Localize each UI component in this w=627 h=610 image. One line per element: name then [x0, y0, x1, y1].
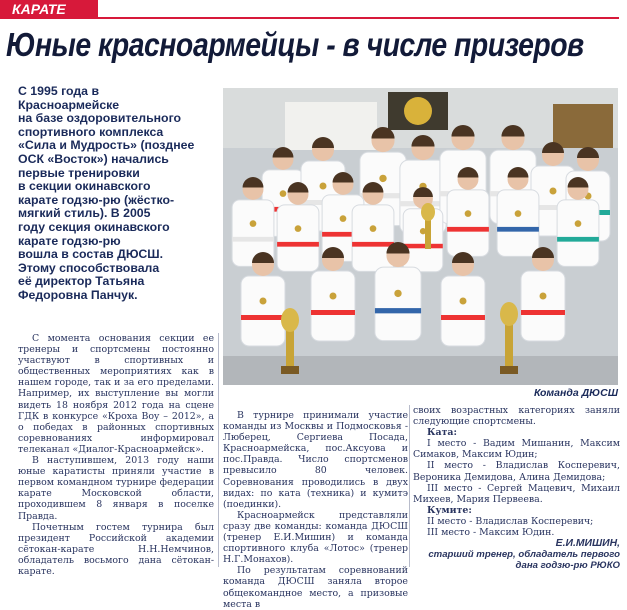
result-line: II место - Владислав Косперевич; [427, 515, 594, 527]
body-paragraph: По результатам соревнований команда ДЮСШ заняла второе общекомандное место, а призовые места в [223, 565, 408, 610]
section-rubric: КАРАТЕ [0, 0, 98, 19]
column-divider [409, 405, 410, 567]
lead-line: карате годзю-рю (жёстко- [18, 192, 175, 207]
lead-line: Федоровна Панчук. [18, 287, 138, 302]
author-signature [413, 538, 620, 571]
team-photo-illustration [223, 88, 618, 385]
body-paragraph: своих возрастных категориях заняли следующие спортсмены. [413, 405, 620, 428]
result-line: I место - Вадим Мишанин, Максим Симаков, Максим Юдин; [413, 438, 620, 461]
article-column-2 [223, 410, 408, 610]
body-paragraph: Почетным гостем турнира был президент Российской академии сётокан-карате Н.Н.Немчинов, обладатель восьмого дана сётокан-карате. [18, 521, 214, 577]
body-paragraph: С момента основания секции ее тренеры и спортсмены постоянно участвуют в спортивных и общественных мероприятиях как в нашем городе, так и за его пределами. Например, их выступление вы могли видеть 18 ноября 2012 года на сцене ГДК в конкурсе «Кроха Boy – 2012», а о победах в районных спортивных соревнованиях информировал телеканал «Диалог-Красноармейск». [18, 333, 214, 455]
kata-heading: Ката: [427, 427, 457, 439]
column-divider [218, 333, 219, 567]
article-headline: Юные красноармейцы - в числе призеров [6, 26, 584, 63]
article-column-3 [413, 405, 620, 571]
lead-line: ОСК «Восток») начались [18, 151, 169, 166]
article-column-1 [18, 333, 214, 577]
lead-paragraph [18, 85, 218, 303]
lead-line: в секции окинавского [18, 179, 151, 194]
lead-line: карате годзю-рю [18, 233, 121, 248]
body-paragraph: Красноармейск представляли сразу две команды: команда ДЮСШ (тренер Е.И.Мишин) и команда спортивного клуба «Лотос» (тренер Н.Г.Монахов). [223, 509, 408, 566]
body-paragraph: В турнире принимали участие команды из Москвы и Подмосковья - Люберец, Сергиева Посада, Красноармейска, пос.Аксуова и пос.Правда. Число спортсменов превысило 80 человек. Соревнования проводились в двух видах: по ката (техника) и кумитэ (поединки). [223, 410, 408, 510]
kumite-heading: Кумите: [427, 504, 472, 516]
lead-line: С 1995 года в [18, 84, 99, 98]
wall-frame [553, 104, 613, 148]
lead-line: первые тренировки [18, 165, 140, 180]
lead-line: вошла в состав ДЮСШ. [18, 247, 163, 262]
photo-caption: Команда ДЮСШ [533, 387, 618, 399]
author-name: Е.И.МИШИН, [555, 538, 620, 550]
lead-line: спортивного комплекса [18, 124, 164, 139]
lead-line: Этому способствовала [18, 260, 160, 275]
lead-line: Красноармейске [18, 97, 120, 112]
lead-line: на базе оздоровительного [18, 111, 182, 126]
rubric-underline [98, 17, 619, 19]
lead-line: её директор Татьяна [18, 274, 145, 289]
result-line: III место - Сергей Мацевич, Михаил Михеев, Мария Первеева. [413, 482, 620, 505]
team-photo [223, 88, 618, 385]
lead-line: году секция окинавского [18, 219, 170, 234]
lead-line: «Сила и Мудрость» (позднее [18, 138, 195, 153]
lead-line: мягкий стиль). В 2005 [18, 206, 151, 221]
body-paragraph: В наступившем, 2013 году наши юные каратисты приняли участие в первом командном турнире федерации карате Московской области, проходившем 8 января в поселке Правда. [18, 455, 214, 522]
result-line: II место - Владислав Косперевич, Вероника Демидова, Алина Демидова; [413, 460, 620, 483]
author-role: старший тренер, обладатель первого дана годзю-рю РЮКО [428, 549, 620, 572]
result-line: III место - Максим Юдин. [427, 527, 555, 539]
